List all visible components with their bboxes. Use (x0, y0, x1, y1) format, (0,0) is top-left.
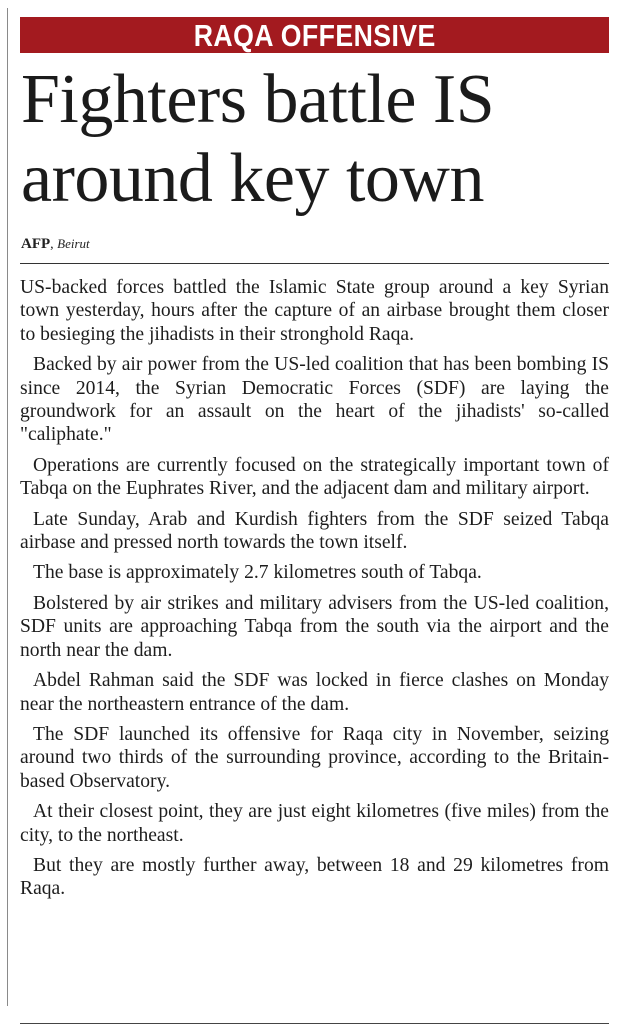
headline-line-1: Fighters battle IS (21, 61, 495, 138)
article-body (20, 276, 609, 908)
byline-separator: , (50, 237, 58, 252)
article-paragraph: US-backed forces battled the Islamic State group around a key Syrian town yesterday, hours after the capture of an airbase brought them closer to besieging the jihadists in their stronghold Raqa. (20, 277, 609, 345)
byline-agency: AFP (21, 236, 51, 252)
article-paragraph: The base is approximately 2.7 kilometres south of Tabqa. (33, 562, 482, 584)
byline-place: Beirut (57, 236, 90, 251)
byline-divider (20, 263, 609, 264)
article-paragraph: Bolstered by air strikes and military advisers from the US-led coalition, SDF units are approaching Tabqa from the south via the airport and the north near the dam. (20, 592, 609, 661)
section-kicker-bar (20, 17, 609, 53)
byline (21, 236, 90, 253)
article-paragraph: Backed by air power from the US-led coalition that has been bombing IS since 2014, the Syrian Democratic Forces (SDF) are laying the groundwork for an assault on the heart of the jihadists' so-called "caliphate." (20, 354, 609, 446)
article-bottom-rule (20, 1023, 609, 1024)
article-paragraph: Abdel Rahman said the SDF was locked in fierce clashes on Monday near the northeastern entrance of the dam. (20, 670, 609, 715)
section-kicker-label: RAQA OFFENSIVE (193, 17, 436, 53)
headline-line-2: around key town (21, 140, 484, 217)
column-left-rule (7, 8, 8, 1006)
article-paragraph: Operations are currently focused on the strategically important town of Tabqa on the Euphrates River, and the adjacent dam and military airport. (20, 454, 609, 500)
article-paragraph: At their closest point, they are just eight kilometres (five miles) from the city, to the northeast. (20, 801, 609, 846)
article-headline (21, 60, 621, 218)
article-paragraph: But they are mostly further away, between 18 and 29 kilometres from Raqa. (20, 854, 609, 900)
article-paragraph: Late Sunday, Arab and Kurdish fighters from the SDF seized Tabqa airbase and pressed north towards the town itself. (20, 508, 609, 554)
article-paragraph: The SDF launched its offensive for Raqa city in November, seizing around two thirds of the surrounding province, according to the Britain-based Observatory. (20, 723, 609, 792)
